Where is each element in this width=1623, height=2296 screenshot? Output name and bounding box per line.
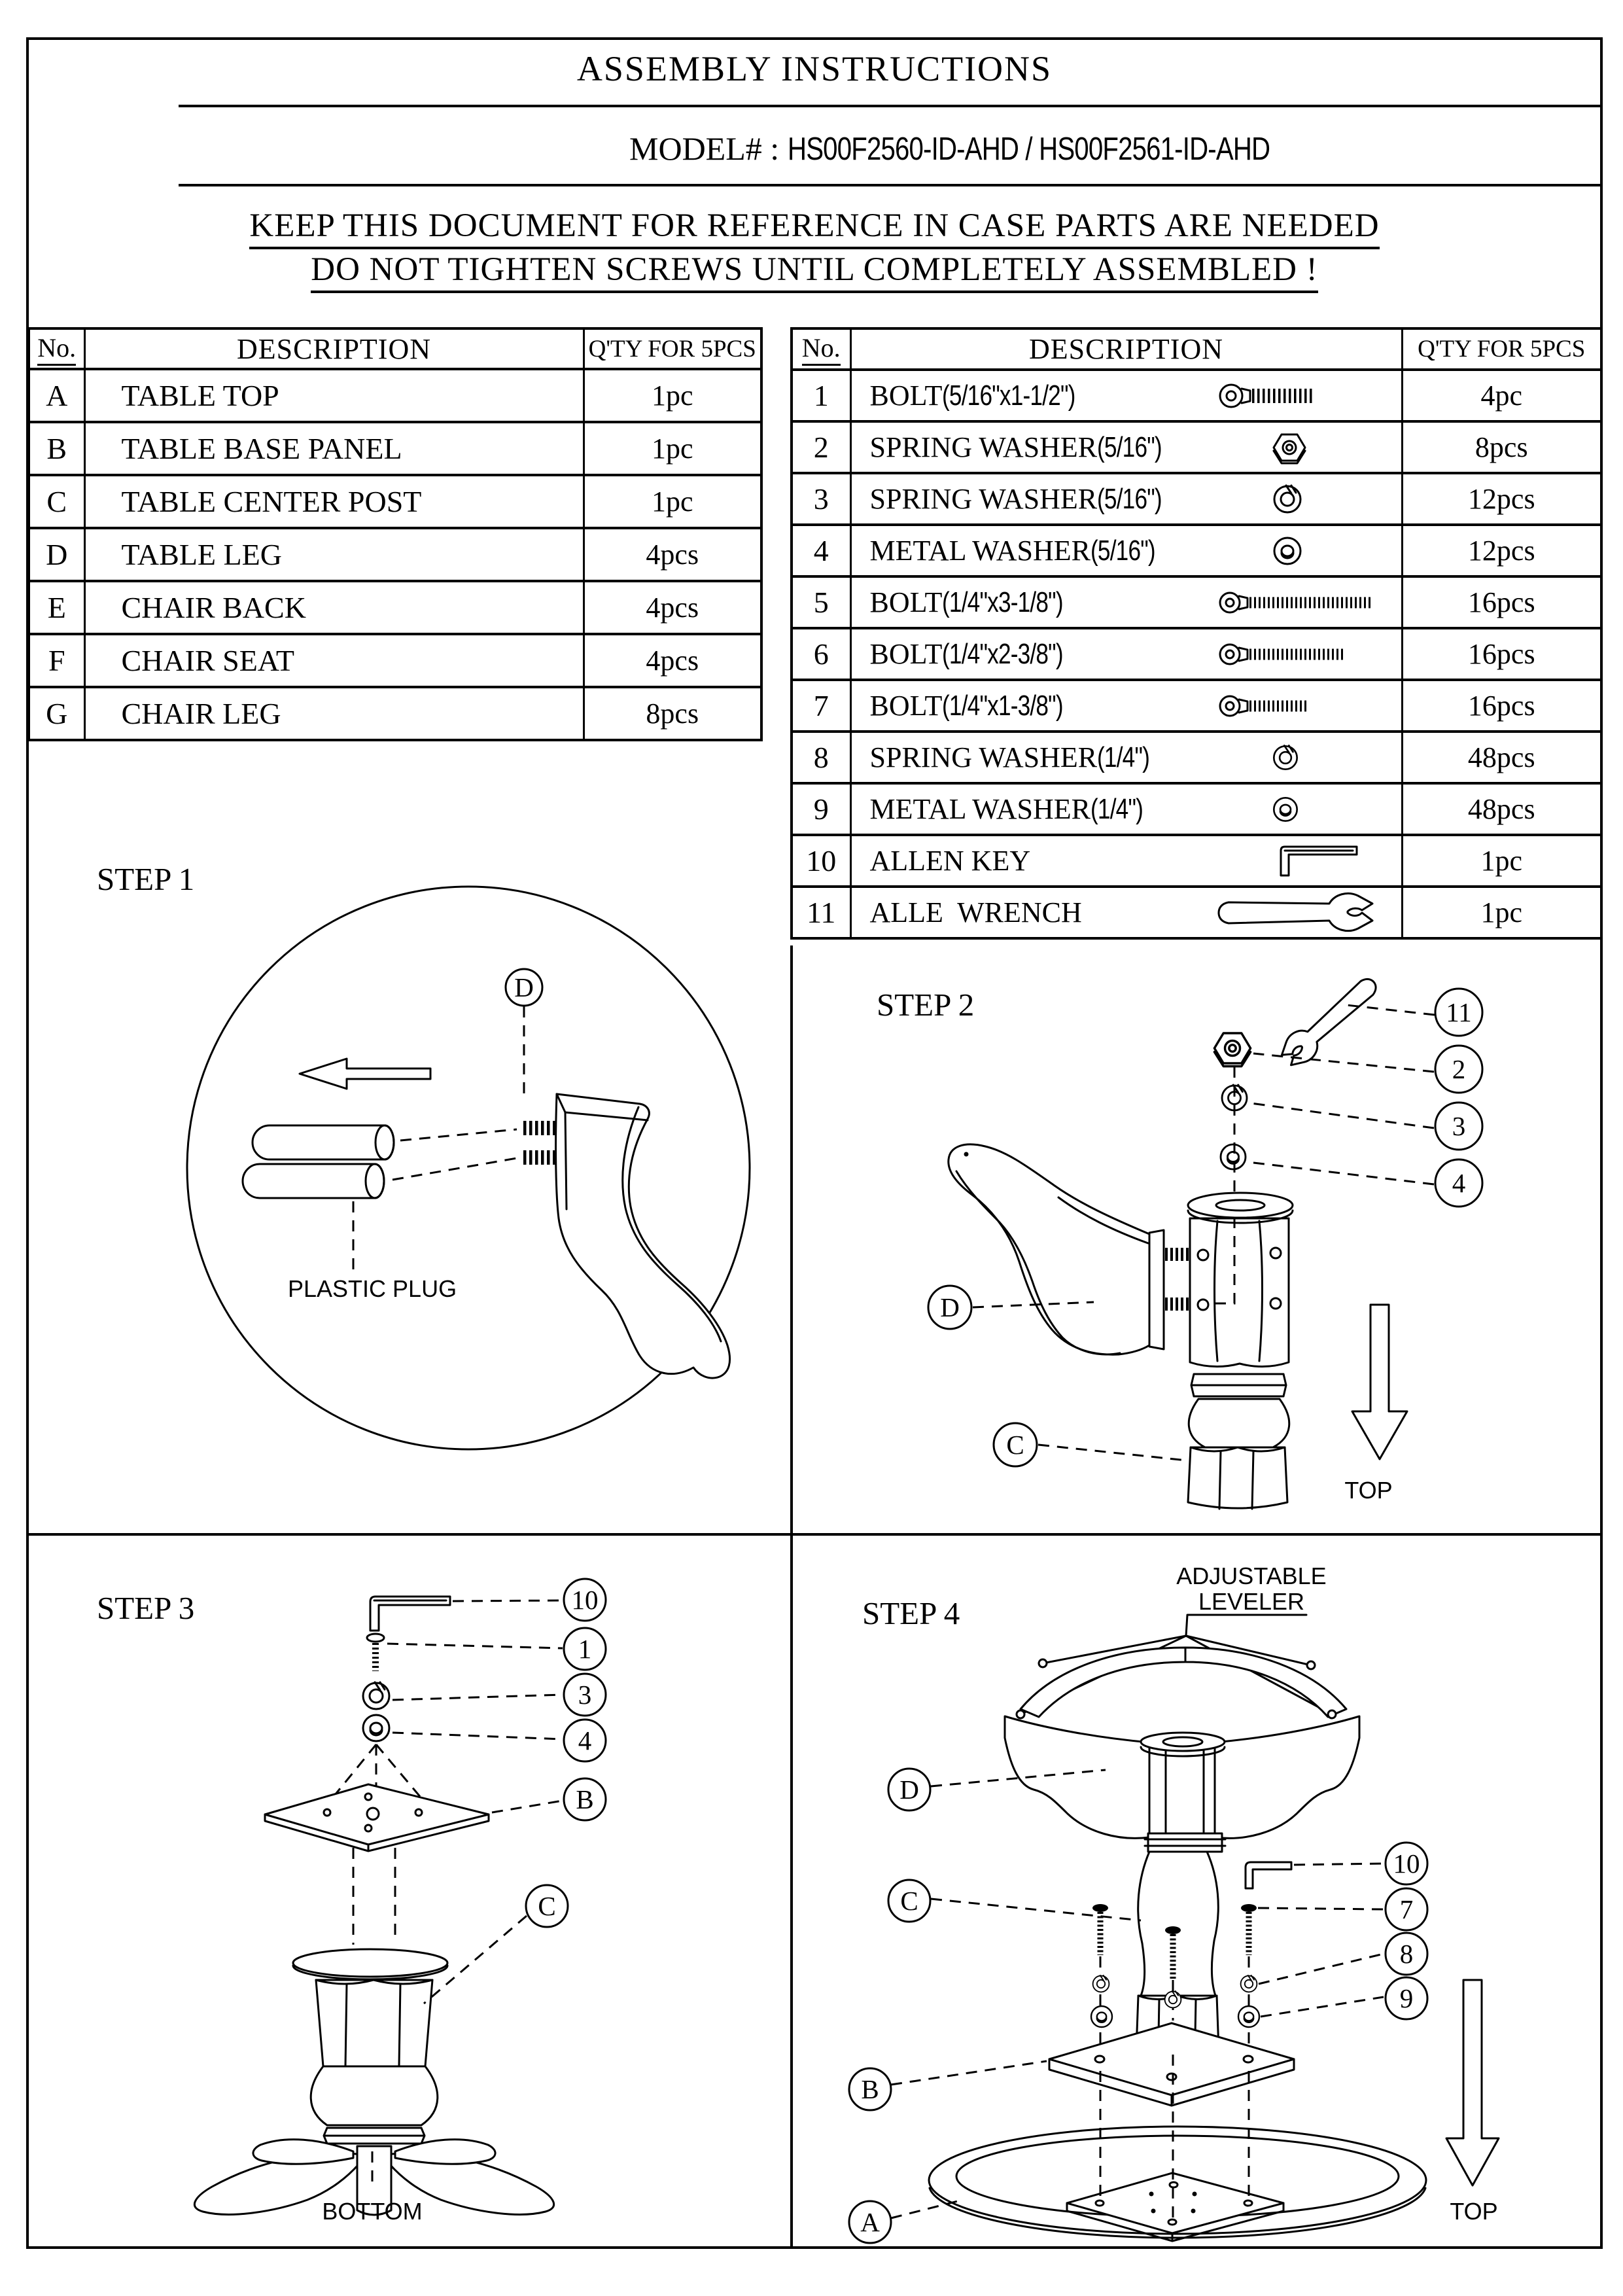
callout-c [994,1423,1037,1466]
callout-b-label: B [861,2074,879,2104]
hex-nut-drawing [1214,1033,1250,1067]
part-row [29,687,761,740]
part-row [792,887,1601,938]
metal-washer-drawing [1221,1144,1246,1169]
metal-washer-icon [1270,794,1300,824]
part-row [29,475,761,528]
callout-3 [1435,1103,1482,1150]
step1-diagram [29,744,790,1532]
part-qty: 48pcs [1402,732,1601,783]
spring-washer-drawing [1241,1975,1257,1992]
table-leg-drawing [523,1094,730,1378]
center-post-base-drawing [194,1949,553,2215]
part-no: 1 [792,370,850,421]
metal-washer-drawing [363,1715,389,1741]
spring-washer-drawing [363,1682,389,1709]
callout-7-label: 7 [1399,1894,1414,1924]
step3-diagram [29,1537,790,2246]
metal-washer-icon [1270,534,1304,568]
callout-d [928,1286,971,1329]
callout-11-label: 11 [1446,997,1472,1027]
plastic-plug-label: PLASTIC PLUG [288,1275,457,1302]
metal-washer-drawing [1238,2006,1259,2027]
part-qty: 48pcs [1402,783,1601,835]
center-post-drawing [1188,1193,1293,1509]
col-header-qty: Q'TY FOR 5PCS [1402,328,1601,370]
table-leg-drawing [949,1144,1189,1354]
callout-8-label: 8 [1399,1939,1414,1969]
part-name: SPRING WASHER(1/4") [850,732,1402,783]
part-row [29,634,761,687]
part-name: SPRING WASHER(5/16") [850,421,1402,473]
part-name: TABLE TOP [84,369,584,422]
top-label: TOP [1344,1477,1393,1504]
wrench-drawing [1276,970,1384,1072]
top-direction-arrow-icon [1352,1305,1407,1459]
callout-4 [1435,1159,1482,1207]
parts-table-right [790,327,1603,940]
part-qty: 1pc [584,369,761,422]
plastic-plug-drawing [243,1125,394,1198]
part-qty: 1pc [584,422,761,475]
spring-washer-icon [1270,743,1300,773]
allen-key-drawing [1246,1862,1291,1888]
callout-d [888,1769,930,1810]
adjustable-leveler-label-1: ADJUSTABLE [1176,1563,1327,1589]
callout-10-label: 10 [1393,1848,1420,1879]
part-qty: 4pcs [584,634,761,687]
part-no: G [29,687,84,740]
callout-3-label: 3 [578,1680,592,1710]
part-no: E [29,581,84,634]
part-row [29,422,761,475]
part-name: BOLT(5/16"x1-1/2") [850,370,1402,421]
step2-label: STEP 2 [877,987,975,1023]
col-header-no: No. [29,328,84,369]
part-qty: 4pc [1402,370,1601,421]
part-qty: 1pc [1402,887,1601,938]
callout-b [564,1778,606,1820]
callout-4-label: 4 [578,1725,592,1756]
callout-9-label: 9 [1399,1983,1414,2013]
step1-label: STEP 1 [97,861,195,897]
callout-10-label: 10 [571,1585,599,1615]
step2-diagram [793,948,1600,1532]
step4-label: STEP 4 [862,1595,960,1631]
table-header-row [29,328,761,369]
callout-d [506,969,542,1006]
callout-d-label: D [940,1292,960,1322]
part-no: 4 [792,525,850,576]
step4-diagram [793,1537,1600,2246]
callout-c [888,1880,930,1922]
part-row [29,528,761,581]
callout-c-label: C [900,1886,918,1916]
callout-3-label: 3 [1452,1111,1466,1141]
model-value: HS00F2560-ID-AHD / HS00F2561-ID-AHD [787,132,1270,167]
part-no: 5 [792,576,850,628]
bolt-short-icon [1218,692,1316,720]
bottom-label: BOTTOM [322,2198,423,2225]
part-row [792,732,1601,783]
part-name: SPRING WASHER(5/16") [850,473,1402,525]
bolt-long-icon [1218,588,1378,617]
parts-table-left [27,327,763,741]
callout-c [526,1885,568,1927]
part-name: CHAIR SEAT [84,634,584,687]
part-qty: 16pcs [1402,628,1601,680]
part-qty: 12pcs [1402,473,1601,525]
top-label: TOP [1450,2198,1498,2225]
part-name: METAL WASHER(5/16") [850,525,1402,576]
part-row [792,783,1601,835]
callout-1 [564,1628,606,1670]
table-header-row [792,328,1601,370]
part-qty: 12pcs [1402,525,1601,576]
part-no: 9 [792,783,850,835]
part-qty: 16pcs [1402,576,1601,628]
callout-c-label: C [538,1891,556,1921]
part-qty: 1pc [584,475,761,528]
callout-4 [564,1720,606,1761]
callout-a-label: A [860,2207,880,2237]
part-no: F [29,634,84,687]
part-name: METAL WASHER(1/4") [850,783,1402,835]
callout-4-label: 4 [1452,1168,1466,1198]
part-name: BOLT(1/4"x1-3/8") [850,680,1402,732]
table-top-drawing [929,2127,1426,2241]
part-name: ALLEN KEY [850,835,1402,887]
part-row [792,525,1601,576]
table-legs-drawing [1005,1648,1359,1838]
callout-c-label: C [1006,1430,1024,1460]
metal-washer-drawing [1091,2006,1112,2027]
part-qty: 8pcs [584,687,761,740]
spring-washer-icon [1270,482,1304,516]
part-name: CHAIR BACK [84,581,584,634]
part-qty: 8pcs [1402,421,1601,473]
callout-8 [1386,1933,1427,1975]
callout-10 [564,1579,606,1621]
part-qty: 16pcs [1402,680,1601,732]
part-qty: 4pcs [584,528,761,581]
col-header-no: No. [792,328,850,370]
warning-line-2: DO NOT TIGHTEN SCREWS UNTIL COMPLETELY ASSEMBLED ! [26,251,1603,293]
part-row [29,369,761,422]
spring-washer-drawing [1165,1991,1181,2007]
base-panel-drawing [265,1784,489,1851]
callout-11 [1435,989,1482,1036]
part-no: 6 [792,628,850,680]
col-header-description: DESCRIPTION [84,328,584,369]
part-name: ALLE WRENCH [850,887,1402,938]
insert-arrow-icon [300,1059,430,1089]
bolt-medium-icon [1218,640,1352,669]
part-row [792,680,1601,732]
part-no: 7 [792,680,850,732]
part-no: 10 [792,835,850,887]
wrench-icon [1215,891,1379,934]
callout-2-label: 2 [1452,1054,1466,1084]
base-panel-drawing [1049,2023,1294,2106]
part-name: CHAIR LEG [84,687,584,740]
header-rule-2 [179,184,1600,186]
part-no: D [29,528,84,581]
top-direction-arrow-icon [1446,1980,1499,2185]
model-label: MODEL# : [629,130,788,167]
model-line [629,130,1376,168]
part-row [792,835,1601,887]
adjustable-leveler-label-2: LEVELER [1198,1588,1305,1615]
warning-line-1: KEEP THIS DOCUMENT FOR REFERENCE IN CASE PARTS ARE NEEDED [26,207,1603,249]
part-qty: 4pcs [584,581,761,634]
leveler-pointer-line [1186,1615,1306,1636]
callout-d-label: D [899,1775,919,1805]
part-no: A [29,369,84,422]
callout-10 [1386,1843,1427,1884]
part-name: TABLE CENTER POST [84,475,584,528]
part-no: 11 [792,887,850,938]
callout-3 [564,1674,606,1716]
part-no: 3 [792,473,850,525]
panel-divider-horizontal [29,1533,1600,1536]
callout-b-label: B [576,1784,594,1814]
callout-d-label: D [514,972,534,1002]
callout-9 [1386,1977,1427,2019]
part-row [792,576,1601,628]
col-header-qty: Q'TY FOR 5PCS [584,328,761,369]
header-rule-1 [179,105,1600,107]
bolt-icon [1218,380,1326,412]
part-qty: 1pc [1402,835,1601,887]
part-no: 2 [792,421,850,473]
callout-b [849,2068,891,2110]
part-row [792,473,1601,525]
allen-key-drawing [370,1597,450,1631]
part-no: 8 [792,732,850,783]
part-name: BOLT(1/4"x2-3/8") [850,628,1402,680]
hex-nut-icon [1270,429,1308,467]
callout-7 [1386,1888,1427,1930]
part-row [792,628,1601,680]
callout-a [849,2201,891,2243]
col-header-description: DESCRIPTION [850,328,1402,370]
callout-2 [1435,1046,1482,1093]
part-row [29,581,761,634]
part-name: BOLT(1/4"x3-1/8") [850,576,1402,628]
page-title: ASSEMBLY INSTRUCTIONS [576,49,1053,88]
part-name: TABLE BASE PANEL [84,422,584,475]
part-row [792,421,1601,473]
part-no: B [29,422,84,475]
part-name: TABLE LEG [84,528,584,581]
step3-label: STEP 3 [97,1590,195,1626]
callout-1-label: 1 [578,1634,592,1664]
spring-washer-drawing [1093,1975,1109,1992]
bolt-drawing [367,1634,384,1671]
part-no: C [29,475,84,528]
part-row [792,370,1601,421]
allen-key-icon [1276,841,1361,881]
